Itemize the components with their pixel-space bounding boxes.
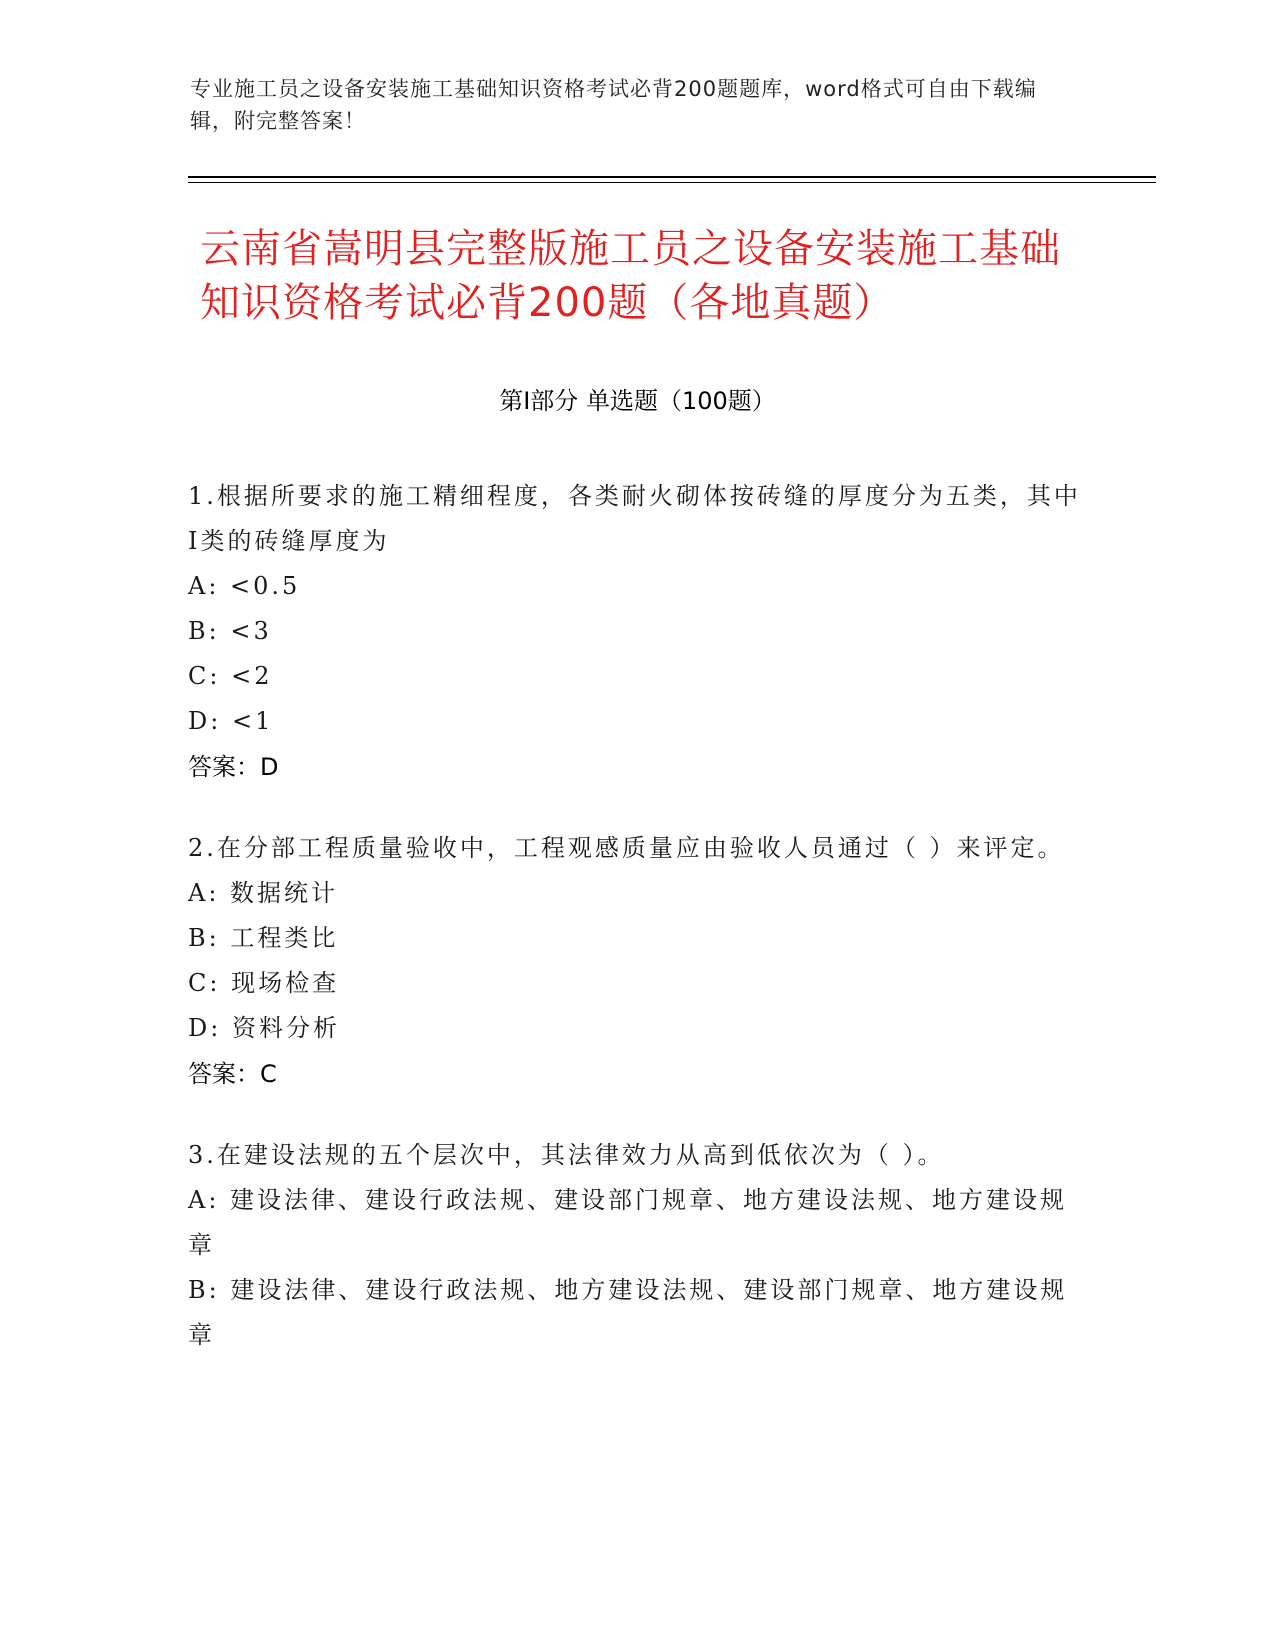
question-2: [188, 826, 1088, 1097]
option-b: B: 工程类比: [188, 924, 339, 952]
question-stem: 3.在建设法规的五个层次中，其法律效力从高到低依次为（ ）。: [188, 1141, 945, 1169]
section-title: 第Ⅰ部分 单选题（100题）: [499, 387, 776, 415]
answer: 答案：D: [188, 753, 279, 781]
option-d: D: 资料分析: [188, 1014, 340, 1042]
option-b: B: 建设法律、建设行政法规、地方建设法规、建设部门规章、地方建设规章: [188, 1276, 1068, 1349]
header-note: 专业施工员之设备安装施工基础知识资格考试必背200题题库，word格式可自由下载编辑，附完整答案！: [190, 77, 1037, 133]
header-divider-thick: [188, 176, 1156, 178]
option-b: B: <3: [188, 617, 272, 645]
question-1: [188, 474, 1088, 790]
answer: 答案：C: [188, 1060, 277, 1088]
option-c: C: <2: [188, 662, 273, 690]
option-a: A: 建设法律、建设行政法规、建设部门规章、地方建设法规、地方建设规章: [188, 1186, 1068, 1259]
question-stem: 2.在分部工程质量验收中，工程观感质量应由验收人员通过（ ）来评定。: [188, 834, 1065, 862]
question-list: [188, 474, 1088, 1394]
header-divider-thin: [188, 182, 1156, 183]
question-stem: 1.根据所要求的施工精细程度，各类耐火砌体按砖缝的厚度分为五类，其中Ⅰ类的砖缝厚度为: [188, 482, 1081, 555]
option-d: D: <1: [188, 707, 274, 735]
option-a: A: 数据统计: [188, 879, 339, 907]
option-c: C: 现场检查: [188, 969, 340, 997]
question-3: [188, 1133, 1088, 1358]
document-title: 云南省嵩明县完整版施工员之设备安装施工基础知识资格考试必背200题（各地真题）: [200, 226, 1061, 326]
option-a: A: <0.5: [188, 572, 301, 600]
